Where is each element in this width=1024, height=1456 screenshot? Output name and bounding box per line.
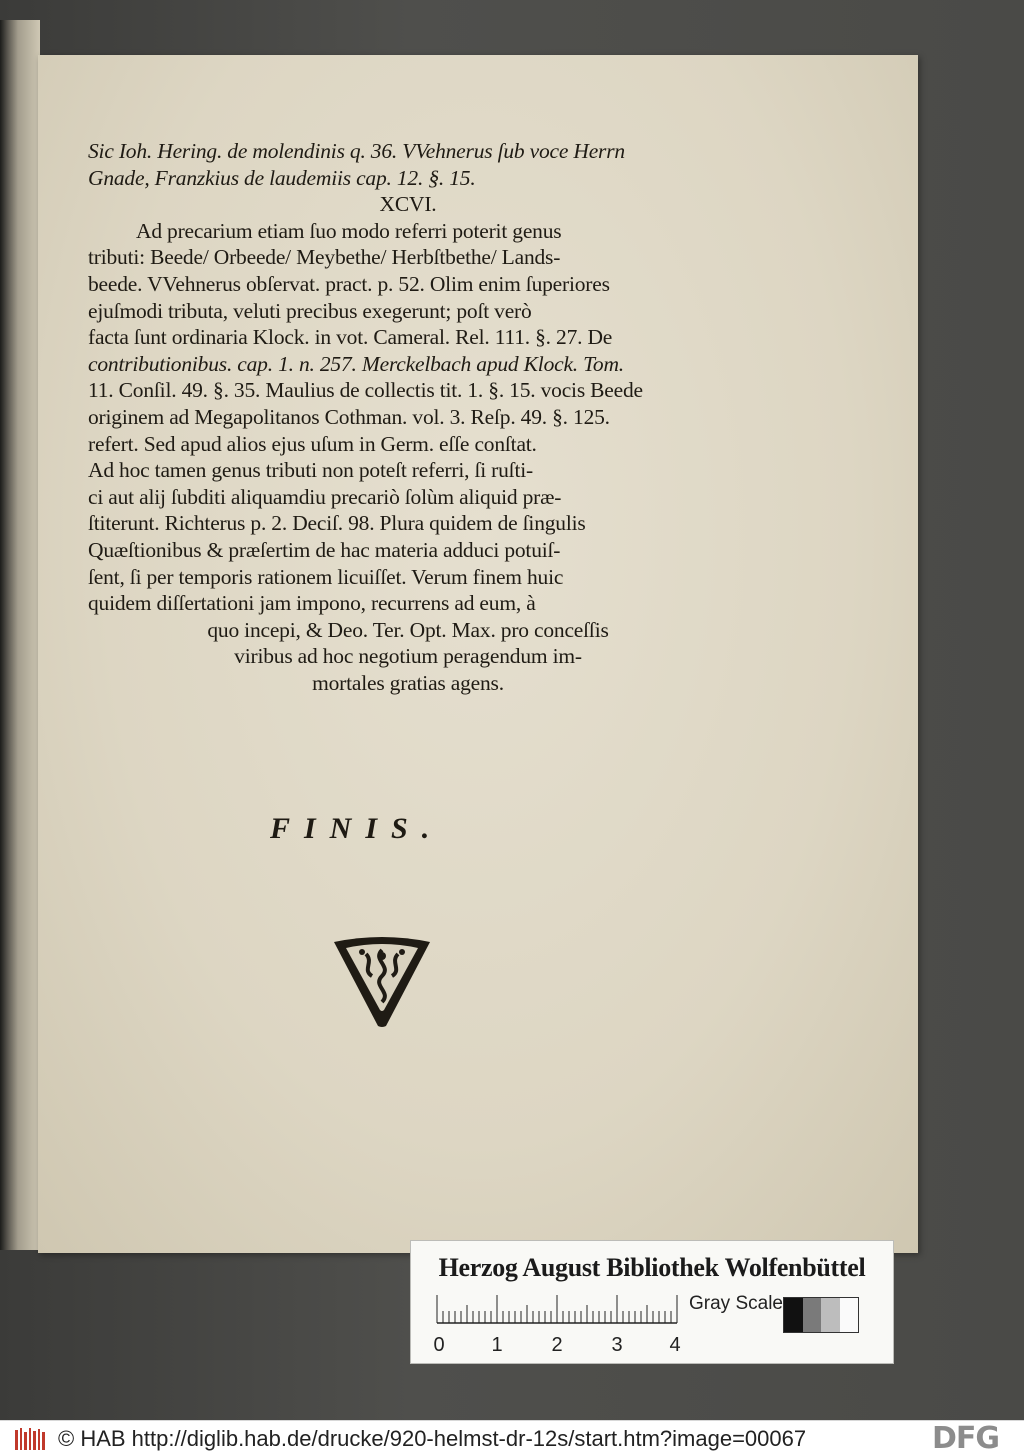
copyright-link[interactable]: © HAB http://diglib.hab.de/drucke/920-helmst-dr-12s/start.htm?image=00067 [58,1426,807,1451]
ruler-number: 3 [611,1334,623,1356]
library-name: Herzog August Bibliothek Wolfenbüttel [438,1253,866,1282]
printers-ornament-icon [332,936,432,1028]
text-line: Sic Ioh. Hering. de molendinis q. 36. VVehnerus ſub voce Herrn [88,139,625,163]
text-line: beede. VVehnerus obſervat. pract. p. 52. Olim enim ſuperiores [88,271,610,296]
text-line: ejuſmodi tributa, veluti precibus exegerunt; poſt verò [88,298,532,323]
text-line: Gnade, Franzkius de laudemiis cap. 12. §. 15. [88,165,476,190]
finis-text: FINIS. [270,812,444,845]
ruler-number: 0 [433,1334,445,1356]
ruler-number: 1 [491,1334,503,1356]
text-line: refert. Sed apud alios ejus uſum in Germ. eſſe conſtat. [88,431,537,456]
text-line: contributionibus. cap. 1. n. 257. Merckelbach apud Klock. Tom. [88,351,624,376]
page-text [88,138,728,696]
section-heading: XCVI. [379,192,437,217]
dfg-logo: DFG [932,1421,1000,1456]
text-line: viribus ad hoc negotium peragendum im- [234,644,582,669]
gray-scale-label: Gray Scale [689,1293,783,1314]
text-line: ci aut alij ſubditi aliquamdiu precariò ſolùm aliquid præ- [88,484,562,509]
text-line: facta ſunt ordinaria Klock. in vot. Cameral. Rel. 111. §. 27. De [88,325,613,350]
gray-scale-swatches [783,1297,859,1333]
text-line: quidem diſſertationi jam impono, recurrens ad eum, à [88,591,536,616]
library-label-card [410,1240,894,1364]
ruler-number: 2 [551,1334,563,1356]
scale-ruler [435,1293,685,1357]
barcode-icon [14,1426,46,1452]
text-line: quo incepi, & Deo. Ter. Opt. Max. pro conceſſis [207,617,609,642]
text-line: 11. Conſil. 49. §. 35. Maulius de collectis tit. 1. §. 15. vocis Beede [88,378,643,403]
text-line: Quæſtionibus & præſertim de hac materia adduci potuiſ- [88,537,561,562]
text-line: originem ad Megapolitanos Cothman. vol. 3. Reſp. 49. §. 125. [88,404,610,429]
footer-bar [0,1420,1024,1456]
text-line: tributi: Beede/ Orbeede/ Meybethe/ Herbſtbethe/ Lands- [88,245,561,270]
text-line: ſent, ſi per temporis rationem licuiſſet. Verum finem huic [88,564,564,589]
text-line: Ad hoc tamen genus tributi non poteſt referri, ſi ruſti- [88,458,533,483]
previous-page-edge [0,20,40,1250]
ruler-number: 4 [669,1334,681,1356]
text-line: ſtiterunt. Richterus p. 2. Deciſ. 98. Plura quidem de ſingulis [88,511,586,536]
text-line: mortales gratias agens. [312,670,504,695]
text-line: Ad precarium etiam ſuo modo referri poterit genus [136,218,562,243]
